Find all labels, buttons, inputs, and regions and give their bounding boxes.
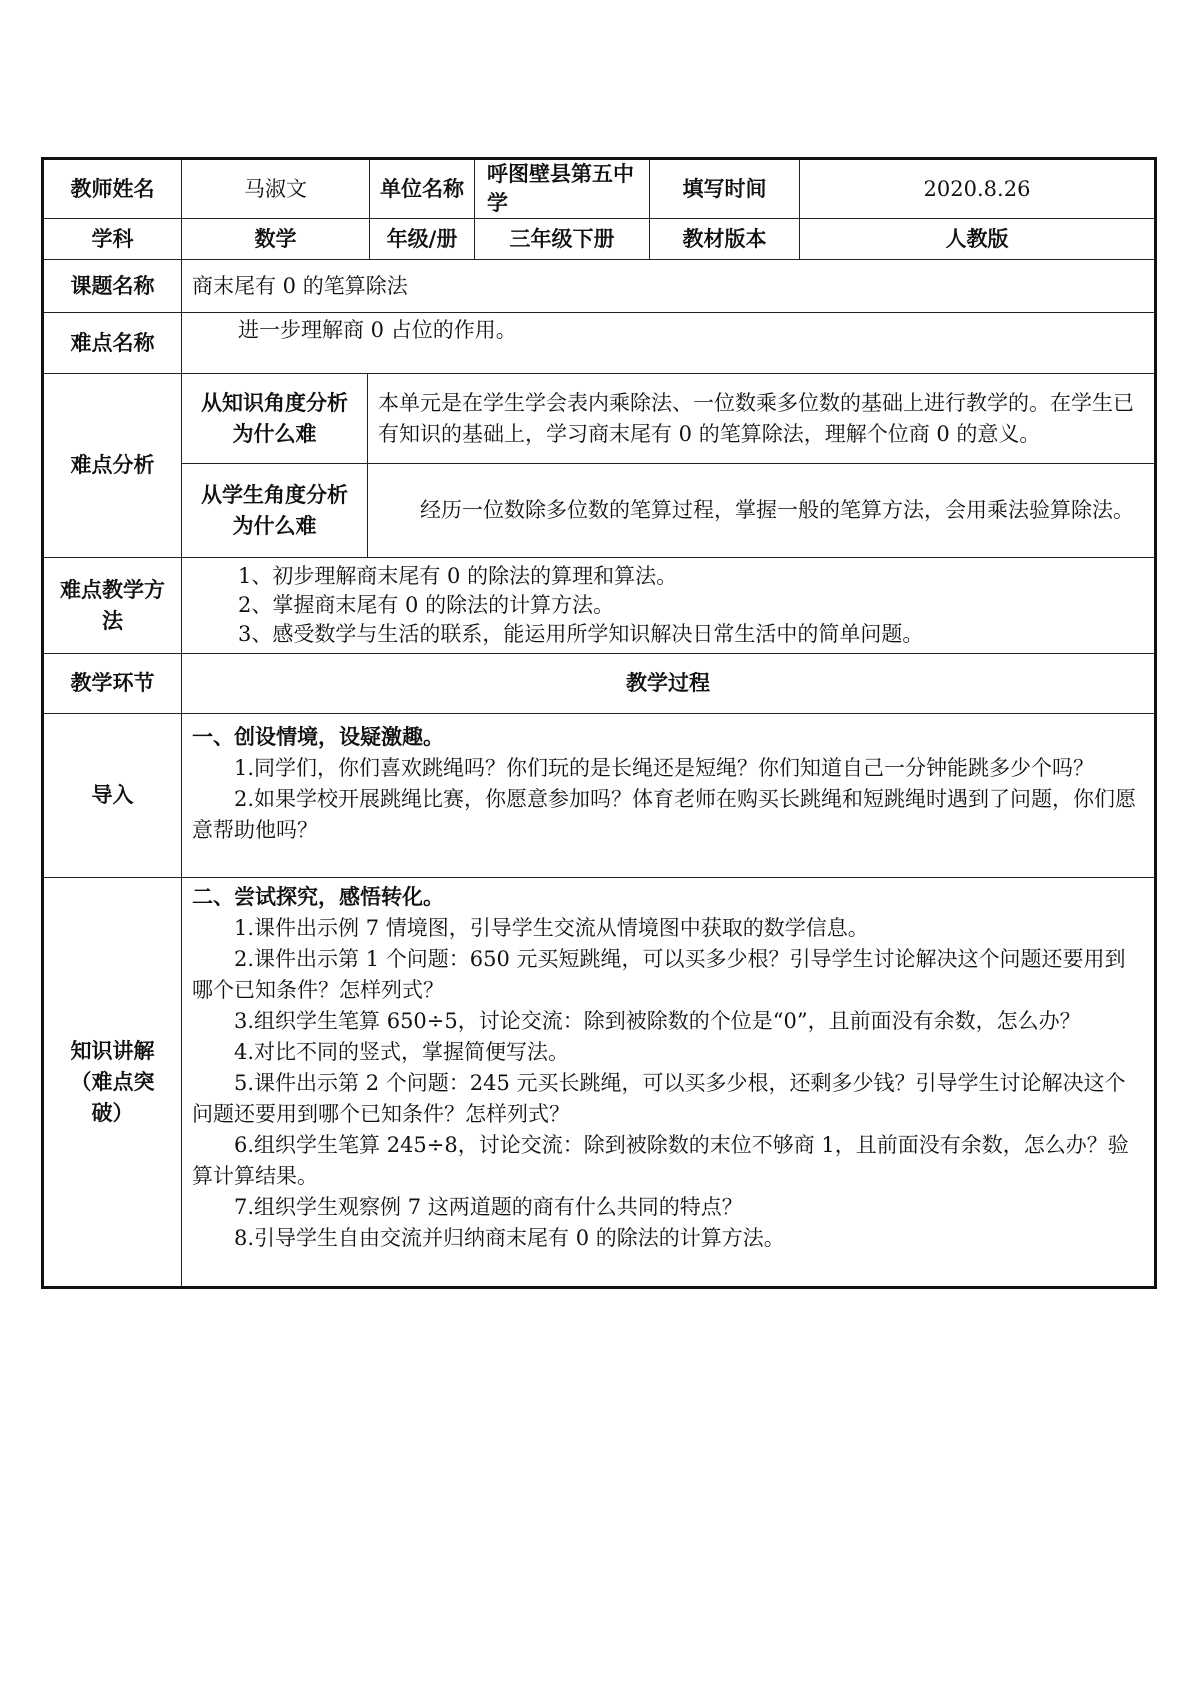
student-angle-text: 经历一位数除多位数的笔算过程，掌握一般的笔算方法，会用乘法验算除法。 xyxy=(368,464,1156,558)
knowledge-row xyxy=(43,878,1156,1288)
knowledge-label-line: 知识讲解 xyxy=(70,1038,155,1063)
teacher-name-value: 马淑文 xyxy=(182,159,370,219)
method-items xyxy=(182,558,1156,654)
knowledge-label-line: （难点突 xyxy=(70,1069,155,1094)
knowledge-item: 7.组织学生观察例 7 这两道题的商有什么共同的特点？ xyxy=(234,1195,743,1219)
method-item: 1、初步理解商末尾有 0 的除法的算理和算法。 xyxy=(238,564,678,588)
method-item: 3、感受数学与生活的联系，能运用所学知识解决日常生活中的简单问题。 xyxy=(238,622,924,646)
topic-row xyxy=(43,260,1156,313)
stage-label: 教学环节 xyxy=(43,654,182,714)
knowledge-item: 2.课件出示第 1 个问题：650 元买短跳绳，可以买多少根？引导学生讨论解决这个问题还要用到哪个已知条件？怎样列式？ xyxy=(192,947,1126,1002)
analysis-row-knowledge xyxy=(43,374,1156,464)
process-label: 教学过程 xyxy=(182,654,1156,714)
fill-time-label: 填写时间 xyxy=(650,159,800,219)
intro-row xyxy=(43,714,1156,878)
knowledge-label xyxy=(43,878,182,1288)
unit-name-label: 单位名称 xyxy=(370,159,475,219)
knowledge-item: 3.组织学生笔算 650÷5，讨论交流：除到被除数的个位是“0”，且前面没有余数，怎么办？ xyxy=(234,1009,1081,1033)
intro-heading: 一、创设情境，设疑激趣。 xyxy=(192,725,444,749)
knowledge-item: 5.课件出示第 2 个问题：245 元买长跳绳，可以买多少根，还剩多少钱？引导学生讨论解决这个问题还要用到哪个已知条件？怎样列式？ xyxy=(192,1071,1126,1126)
knowledge-angle-text: 本单元是在学生学会表内乘除法、一位数乘多位数的基础上进行教学的。在学生已有知识的基础上，学习商末尾有 0 的笔算除法，理解个位商 0 的意义。 xyxy=(368,374,1156,464)
fill-time-value: 2020.8.26 xyxy=(800,159,1156,219)
difficulty-value: 进一步理解商 0 占位的作用。 xyxy=(182,313,1156,374)
edition-value: 人教版 xyxy=(800,219,1156,260)
knowledge-label-line: 破） xyxy=(91,1100,134,1125)
subject-label: 学科 xyxy=(43,219,182,260)
intro-content xyxy=(182,714,1156,878)
topic-value: 商末尾有 0 的笔算除法 xyxy=(182,260,1156,313)
knowledge-angle-label: 从知识角度分析为什么难 xyxy=(182,374,368,464)
knowledge-item: 1.课件出示例 7 情境图，引导学生交流从情境图中获取的数学信息。 xyxy=(234,916,869,940)
difficulty-label: 难点名称 xyxy=(43,313,182,374)
header-row-1 xyxy=(43,159,1156,219)
analysis-row-student xyxy=(43,464,1156,558)
teacher-name-label: 教师姓名 xyxy=(43,159,182,219)
knowledge-content xyxy=(182,878,1156,1288)
grade-value: 三年级下册 xyxy=(475,219,650,260)
method-item: 2、掌握商末尾有 0 的除法的计算方法。 xyxy=(238,593,615,617)
lesson-plan-table xyxy=(41,157,1157,1289)
process-header-row xyxy=(43,654,1156,714)
header-row-2 xyxy=(43,219,1156,260)
analysis-label: 难点分析 xyxy=(43,374,182,558)
method-row xyxy=(43,558,1156,654)
method-label: 难点教学方法 xyxy=(43,558,182,654)
edition-label: 教材版本 xyxy=(650,219,800,260)
knowledge-item: 8.引导学生自由交流并归纳商末尾有 0 的除法的计算方法。 xyxy=(234,1226,785,1250)
intro-item: 1.同学们，你们喜欢跳绳吗？你们玩的是长绳还是短绳？你们知道自己一分钟能跳多少个吗？ xyxy=(234,756,1095,780)
knowledge-item: 6.组织学生笔算 245÷8，讨论交流：除到被除数的末位不够商 1，且前面没有余数，怎么办？验算计算结果。 xyxy=(192,1133,1129,1188)
unit-name-value: 呼图壁县第五中学 xyxy=(475,159,650,219)
knowledge-item: 4.对比不同的竖式，掌握简便写法。 xyxy=(234,1040,570,1064)
knowledge-heading: 二、尝试探究，感悟转化。 xyxy=(192,885,444,909)
difficulty-row xyxy=(43,313,1156,374)
topic-label: 课题名称 xyxy=(43,260,182,313)
student-angle-label: 从学生角度分析为什么难 xyxy=(182,464,368,558)
grade-label: 年级/册 xyxy=(370,219,475,260)
subject-value: 数学 xyxy=(182,219,370,260)
intro-item: 2.如果学校开展跳绳比赛，你愿意参加吗？体育老师在购买长跳绳和短跳绳时遇到了问题，你们愿意帮助他吗？ xyxy=(192,787,1137,842)
lesson-plan-sheet xyxy=(41,157,1154,1289)
intro-label: 导入 xyxy=(43,714,182,878)
